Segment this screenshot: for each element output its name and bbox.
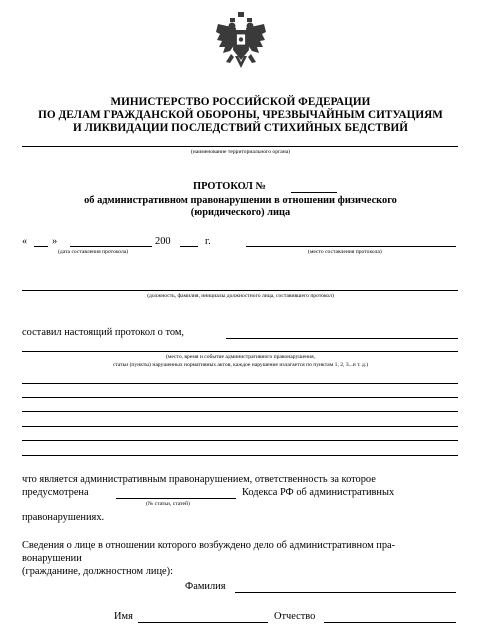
violation-line-2-end: Кодекса РФ об административных — [242, 487, 395, 498]
compiled-line-2 — [22, 351, 458, 352]
blank-line-4 — [22, 426, 458, 427]
protocol-number-line — [291, 192, 337, 193]
organ-name-caption: (наименование территориального органа) — [190, 149, 291, 155]
blank-line-2 — [22, 397, 458, 398]
name-line — [138, 622, 268, 623]
patronymic-label: Отчество — [274, 611, 316, 622]
violation-line-3: правонарушениях. — [22, 512, 105, 523]
date-quote-close: » — [52, 236, 58, 247]
day-line — [34, 246, 48, 247]
ministry-title-line-1: МИНИСТЕРСТВО РОССИЙСКОЙ ФЕДЕРАЦИИ — [110, 96, 371, 108]
blank-line-3 — [22, 411, 458, 412]
date-quote-open: « — [22, 236, 28, 247]
blank-line-5 — [22, 440, 458, 441]
protocol-subtitle-line-2: (юридического) лица — [190, 207, 291, 218]
name-label: Имя — [114, 611, 133, 622]
person-line-1: Сведения о лице в отношении которого возбуждено дело об административном пра- — [22, 540, 396, 551]
year-suffix: г. — [205, 236, 211, 247]
place-line — [246, 246, 456, 247]
year-line — [180, 246, 198, 247]
protocol-title: ПРОТОКОЛ № — [193, 181, 266, 192]
surname-label: Фамилия — [185, 581, 226, 592]
ministry-title-line-3: И ЛИКВИДАЦИИ ПОСЛЕДСТВИЙ СТИХИЙНЫХ БЕДСТВИЙ — [73, 122, 408, 134]
official-line — [22, 290, 458, 291]
compiled-caption-1: (место, время и событие административного правонарушения, — [165, 354, 316, 360]
ministry-title-line-2: ПО ДЕЛАМ ГРАЖДАНСКОЙ ОБОРОНЫ, ЧРЕЗВЫЧАЙНЫМ СИТУАЦИЯМ — [38, 109, 443, 121]
compiled-line-1 — [226, 338, 458, 339]
surname-line — [235, 592, 456, 593]
protocol-subtitle-line-1: об административном правонарушении в отношении физического — [84, 195, 397, 206]
month-line — [70, 246, 152, 247]
official-caption: (должность, фамилия, инициалы должностного лица, составившего протокол) — [147, 293, 334, 299]
article-line — [116, 498, 236, 499]
blank-line-6 — [22, 455, 458, 456]
year-prefix: 200 — [155, 236, 171, 247]
double-headed-eagle-emblem-icon — [214, 10, 268, 80]
violation-line-2-start: предусмотрена — [22, 487, 89, 498]
person-line-3: (гражданине, должностном лице): — [22, 566, 173, 577]
blank-line-1 — [22, 383, 458, 384]
violation-line-1: что является административным правонарушением, ответственность за которое — [22, 474, 376, 485]
patronymic-line — [324, 622, 456, 623]
organ-name-line — [22, 146, 458, 147]
compiled-caption-2: статьи (пункты) нарушенных нормативных актов, каждое нарушение излагается по пунктам 1, 2, 3...и т. д.) — [112, 362, 369, 368]
article-caption: (№ статьи, статей) — [146, 501, 190, 507]
compiled-text: составил настоящий протокол о том, — [22, 327, 185, 338]
person-line-2: вонарушении — [22, 553, 82, 564]
date-caption: (дата составления протокола) — [58, 249, 129, 255]
place-caption: (место составления протокола) — [308, 249, 382, 255]
